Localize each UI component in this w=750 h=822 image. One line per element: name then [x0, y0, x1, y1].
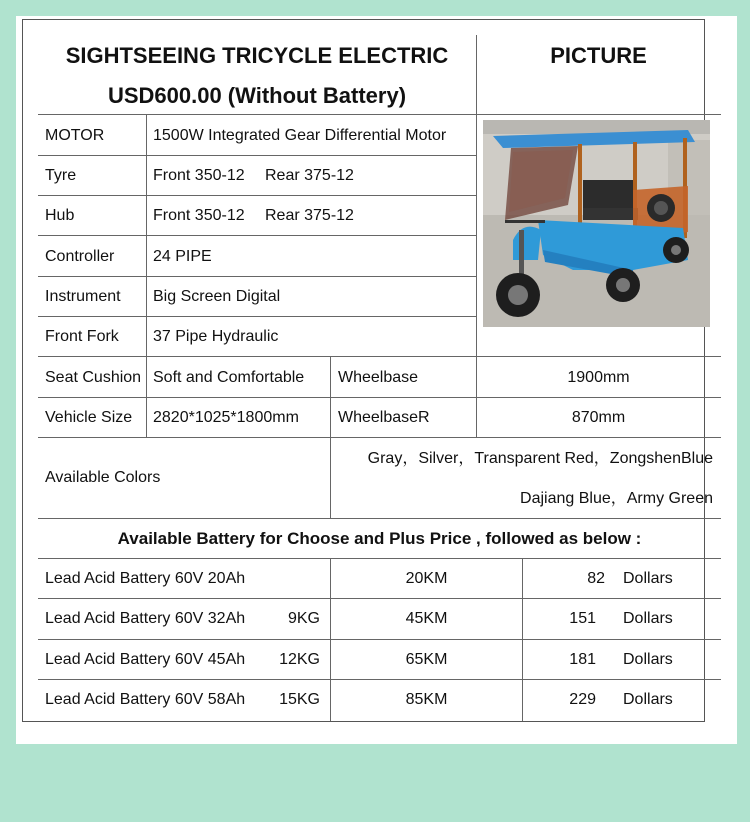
- picture-heading: PICTURE: [550, 43, 647, 68]
- spec-label-seat: Seat Cushion: [45, 369, 142, 386]
- battery-price: 151: [569, 610, 596, 627]
- spec-label-motor: MOTOR: [45, 127, 105, 144]
- spec-value-hub-rear: Rear 375-12: [265, 207, 354, 224]
- battery-name: Lead Acid Battery 60V 58Ah: [45, 691, 246, 708]
- battery-range: 45KM: [405, 610, 448, 627]
- spec-label-front-fork: Front Fork: [45, 328, 119, 345]
- spec-value-hub-front: Front 350-12: [153, 207, 245, 224]
- row-divider: [38, 598, 721, 599]
- colors-line-2: Dajiang Blue，Army Green: [520, 490, 713, 507]
- spec-label-tyre: Tyre: [45, 167, 77, 184]
- spec-label-hub: Hub: [45, 207, 75, 224]
- battery-unit: Dollars: [623, 610, 673, 627]
- row-divider: [38, 316, 476, 317]
- row-divider: [38, 679, 721, 680]
- spec-value-front-fork: 37 Pipe Hydraulic: [153, 328, 279, 345]
- battery-unit: Dollars: [623, 691, 673, 708]
- row-divider: [38, 639, 721, 640]
- battery-price: 181: [569, 651, 596, 668]
- battery-price: 82: [587, 570, 605, 587]
- spec-value-controller: 24 PIPE: [153, 248, 212, 265]
- battery-range: 65KM: [405, 651, 448, 668]
- row-divider: [38, 195, 476, 196]
- product-price: USD600.00 (Without Battery): [107, 83, 407, 108]
- colors-label: Available Colors: [45, 469, 161, 486]
- colors-line-1: Gray，Silver，Transparent Red，ZongshenBlue: [367, 450, 713, 467]
- row-divider: [38, 276, 476, 277]
- spec-label-instrument: Instrument: [45, 288, 121, 305]
- col-divider: [146, 114, 147, 437]
- row-divider: [38, 397, 721, 398]
- battery-weight: 12KG: [279, 651, 320, 668]
- battery-range: 85KM: [405, 691, 448, 708]
- battery-name: Lead Acid Battery 60V 45Ah: [45, 651, 246, 668]
- product-title: SIGHTSEEING TRICYCLE ELECTRIC: [65, 43, 449, 68]
- row-divider: [38, 155, 476, 156]
- battery-price: 229: [569, 691, 596, 708]
- battery-weight: 15KG: [279, 691, 320, 708]
- battery-unit: Dollars: [623, 651, 673, 668]
- row-divider: [38, 356, 721, 357]
- row-divider: [38, 235, 476, 236]
- spec-value-wheelbase-r: 870mm: [571, 409, 626, 426]
- spec-label-wheelbase-r: WheelbaseR: [338, 409, 430, 426]
- spec-value-instrument: Big Screen Digital: [153, 288, 281, 305]
- battery-range: 20KM: [405, 570, 448, 587]
- tricycle-photo: [483, 120, 710, 327]
- battery-name: Lead Acid Battery 60V 20Ah: [45, 570, 246, 587]
- spec-value-tyre-rear: Rear 375-12: [265, 167, 354, 184]
- row-divider: [38, 558, 721, 559]
- battery-name: Lead Acid Battery 60V 32Ah: [45, 610, 246, 627]
- spec-label-wheelbase: Wheelbase: [338, 369, 419, 386]
- col-divider: [522, 558, 523, 721]
- spec-value-wheelbase: 1900mm: [567, 369, 630, 386]
- battery-heading: Available Battery for Choose and Plus Price , followed as below :: [117, 529, 642, 548]
- row-divider: [38, 437, 721, 438]
- battery-weight: 9KG: [287, 610, 320, 627]
- spec-value-seat: Soft and Comfortable: [153, 369, 305, 386]
- spec-value-motor: 1500W Integrated Gear Differential Motor: [153, 127, 447, 144]
- spec-value-vehicle-size: 2820*1025*1800mm: [153, 409, 299, 426]
- spec-label-vehicle-size: Vehicle Size: [45, 409, 133, 426]
- battery-unit: Dollars: [623, 570, 673, 587]
- row-divider: [38, 518, 721, 519]
- spec-label-controller: Controller: [45, 248, 115, 265]
- spec-value-tyre-front: Front 350-12: [153, 167, 245, 184]
